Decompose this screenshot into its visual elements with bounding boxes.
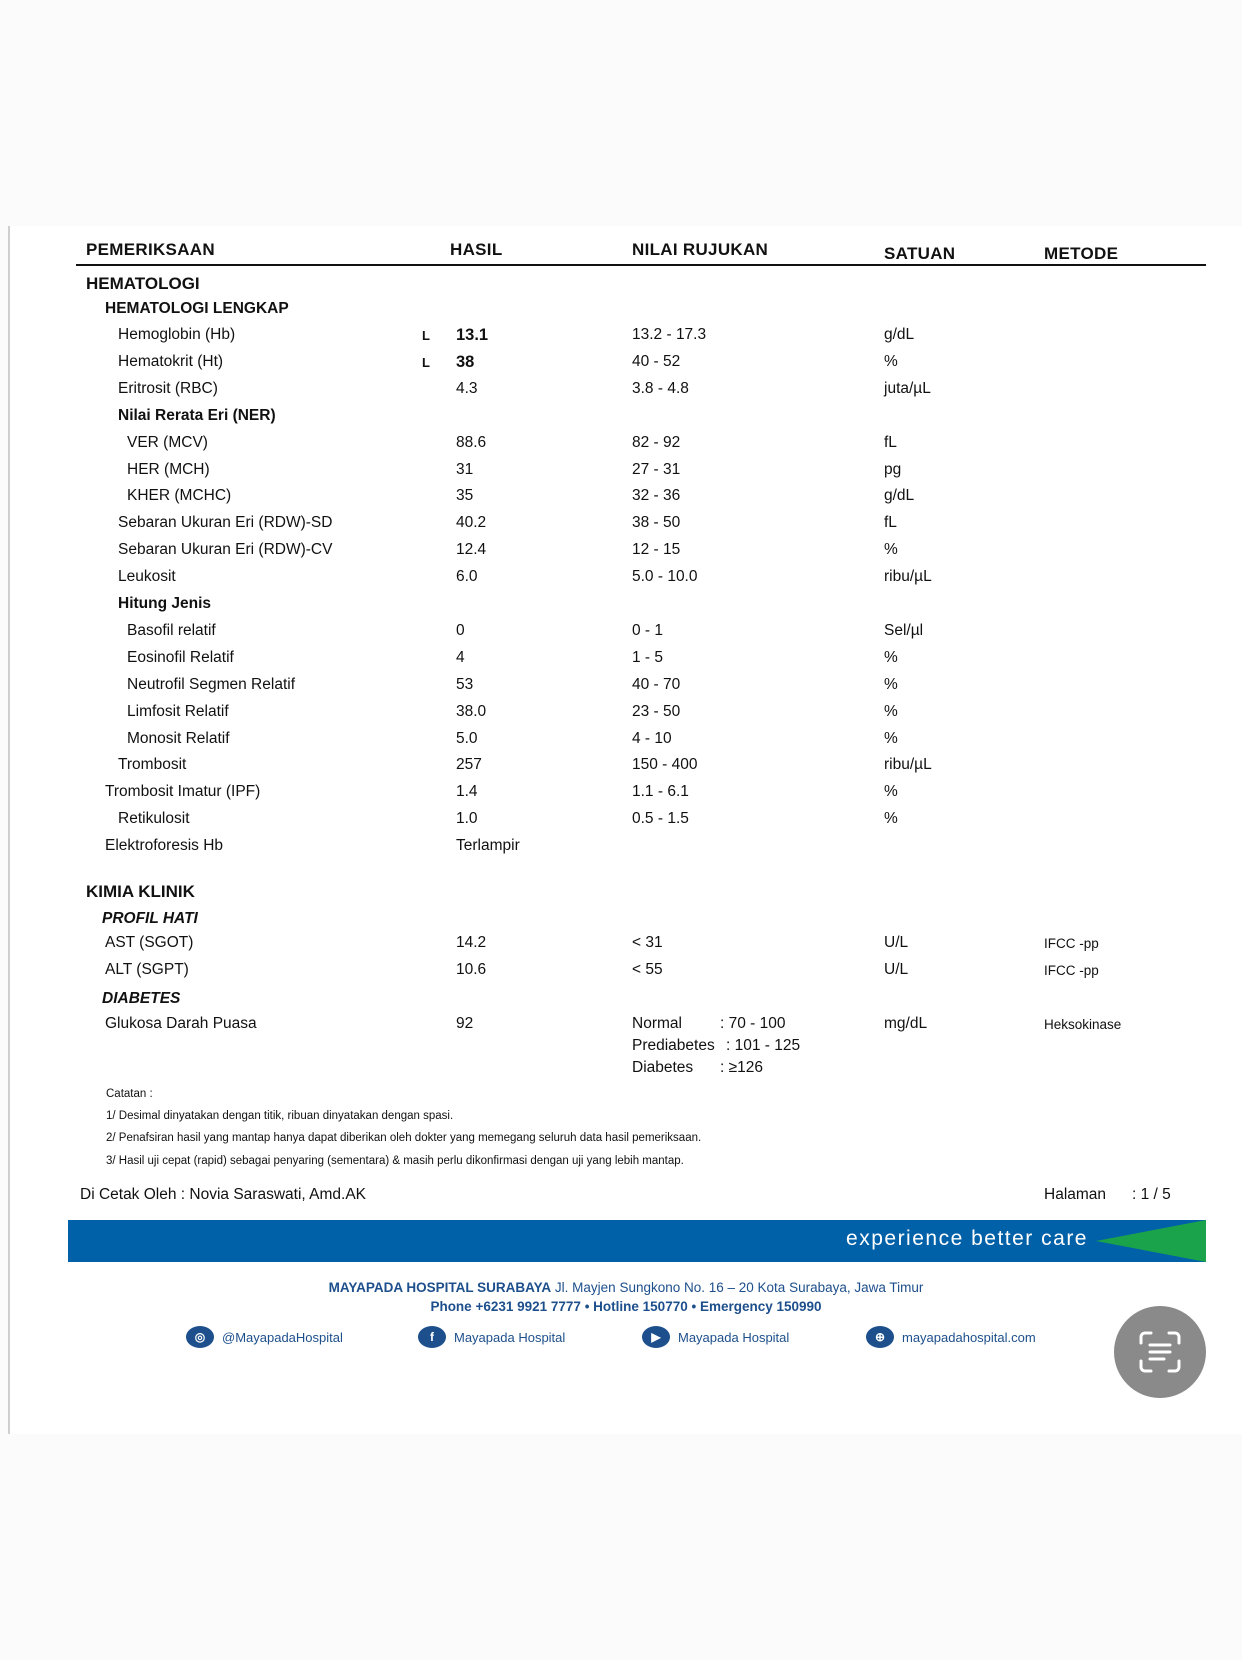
instagram-icon: ◎ xyxy=(186,1326,214,1348)
header-rule xyxy=(76,264,1206,266)
row-unit: U/L xyxy=(884,934,909,951)
row-hasil: 14.2 xyxy=(456,934,487,951)
row-ref: 4 - 10 xyxy=(632,729,672,747)
row-name: VER (MCV) xyxy=(127,433,208,451)
youtube-link[interactable] xyxy=(642,1326,789,1348)
ref-label: Normal xyxy=(632,1015,682,1032)
website-link[interactable] xyxy=(866,1326,1036,1348)
facebook-link[interactable] xyxy=(418,1326,565,1348)
globe-icon: ⊕ xyxy=(866,1326,894,1348)
phone: Phone +6231 9921 7777 xyxy=(430,1299,581,1314)
row-unit: pg xyxy=(884,460,902,478)
row-name: Eosinofil Relatif xyxy=(127,648,234,666)
row-name: Monosit Relatif xyxy=(127,729,230,747)
row-unit: % xyxy=(884,702,898,720)
instagram-handle: @MayapadaHospital xyxy=(222,1329,343,1345)
header-satuan: SATUAN xyxy=(884,244,956,263)
row-ref: 1.1 - 6.1 xyxy=(632,783,689,801)
row-hasil: 88.6 xyxy=(456,433,487,451)
row-unit: % xyxy=(884,810,898,828)
scan-text-button[interactable] xyxy=(1114,1306,1206,1398)
row-name: Eritrosit (RBC) xyxy=(118,379,218,397)
note-line: 2/ Penafsiran hasil yang mantap hanya dapat diberikan oleh dokter yang memegang seluruh data hasil pemeriksaan. xyxy=(106,1132,702,1144)
row-name: Hematokrit (Ht) xyxy=(118,352,224,370)
green-accent xyxy=(1096,1220,1206,1262)
row-ref: < 31 xyxy=(632,934,663,951)
footer-banner xyxy=(68,1220,1206,1262)
row-unit: % xyxy=(884,648,898,666)
note-line: 1/ Desimal dinyatakan dengan titik, ribuan dinyatakan dengan spasi. xyxy=(106,1110,454,1122)
row-hasil: 10.6 xyxy=(456,961,487,978)
row-unit: g/dL xyxy=(884,487,915,505)
row-name: Sebaran Ukuran Eri (RDW)-CV xyxy=(118,541,333,559)
scan-text-icon xyxy=(1137,1329,1183,1375)
row-ref: 40 - 70 xyxy=(632,675,681,693)
ref-label: Diabetes xyxy=(632,1059,694,1076)
row-unit: fL xyxy=(884,514,897,532)
subsection-diabetes: DIABETES xyxy=(102,990,181,1007)
row-name: Basofil relatif xyxy=(127,621,216,639)
facebook-icon: f xyxy=(418,1326,446,1348)
row-ref: 0 - 1 xyxy=(632,621,664,639)
row-name: Hemoglobin (Hb) xyxy=(118,326,236,343)
hotline: Hotline 150770 xyxy=(593,1299,688,1314)
row-ref: 32 - 36 xyxy=(632,487,681,505)
row-name: Trombosit Imatur (IPF) xyxy=(105,783,261,801)
row-name: Leukosit xyxy=(118,568,176,586)
row-hasil: Terlampir xyxy=(456,837,520,855)
row-hasil: 4 xyxy=(456,648,465,666)
row-name: HER (MCH) xyxy=(127,460,210,478)
row-name: ALT (SGPT) xyxy=(105,961,189,978)
ref-label: Prediabetes xyxy=(632,1037,715,1054)
row-ref: 40 - 52 xyxy=(632,352,681,370)
row-hasil: 6.0 xyxy=(456,568,478,586)
row-hasil: 31 xyxy=(456,460,474,478)
row-unit: ribu/µL xyxy=(884,568,932,586)
youtube-icon: ▶ xyxy=(642,1326,670,1348)
row-unit: % xyxy=(884,352,898,370)
row-name: AST (SGOT) xyxy=(105,934,194,951)
section-hematologi: HEMATOLOGI xyxy=(86,274,200,293)
row-flag: L xyxy=(422,328,430,343)
section-kimia-klinik: KIMIA KLINIK xyxy=(86,882,195,901)
halaman-value: : 1 / 5 xyxy=(1132,1186,1171,1203)
ref-value: : 101 - 125 xyxy=(726,1037,801,1054)
row-hasil: 13.1 xyxy=(456,326,489,344)
row-name: KHER (MCHC) xyxy=(127,487,232,505)
youtube-name: Mayapada Hospital xyxy=(678,1329,790,1345)
row-ref: 3.8 - 4.8 xyxy=(632,379,689,397)
row-unit: % xyxy=(884,675,898,693)
row-ref: 12 - 15 xyxy=(632,541,681,559)
row-name: Neutrofil Segmen Relatif xyxy=(127,675,295,693)
halaman-label: Halaman xyxy=(1044,1186,1107,1203)
hospital-address-line xyxy=(10,1280,1242,1295)
website-url: mayapadahospital.com xyxy=(902,1329,1036,1345)
row-unit: Sel/µl xyxy=(884,621,924,639)
note-line: 3/ Hasil uji cepat (rapid) sebagai penyaring (sementara) & masih perlu dikonfirmasi dengan uji yang lebih mantap. xyxy=(106,1155,684,1167)
row-unit: mg/dL xyxy=(884,1015,928,1032)
subsection-hematologi-lengkap: HEMATOLOGI LENGKAP xyxy=(105,300,289,317)
row-hasil: 12.4 xyxy=(456,541,487,559)
row-hasil: 92 xyxy=(456,1015,474,1032)
row-unit: g/dL xyxy=(884,326,915,343)
row-unit: % xyxy=(884,729,898,747)
row-hasil: 4.3 xyxy=(456,379,478,397)
row-metode: Heksokinase xyxy=(1044,1017,1122,1032)
row-unit: ribu/µL xyxy=(884,756,932,774)
subsection-profil-hati: PROFIL HATI xyxy=(102,910,198,927)
printed-by: Di Cetak Oleh : Novia Saraswati, Amd.AK xyxy=(80,1186,367,1203)
row-name: Sebaran Ukuran Eri (RDW)-SD xyxy=(118,514,333,532)
row-unit: % xyxy=(884,541,898,559)
row-ref: 5.0 - 10.0 xyxy=(632,568,698,586)
row-unit: fL xyxy=(884,433,897,451)
header-metode: METODE xyxy=(1044,244,1119,263)
row-hasil: 0 xyxy=(456,621,465,639)
row-name: Retikulosit xyxy=(118,810,190,828)
row-hasil: 38 xyxy=(456,352,475,371)
row-ref: 82 - 92 xyxy=(632,433,681,451)
row-ref: 13.2 - 17.3 xyxy=(632,326,707,343)
row-flag: L xyxy=(422,354,430,370)
row-name: Nilai Rerata Eri (NER) xyxy=(118,406,276,424)
hospital-name: MAYAPADA HOSPITAL SURABAYA xyxy=(328,1280,552,1295)
row-hasil: 38.0 xyxy=(456,702,487,720)
facebook-name: Mayapada Hospital xyxy=(454,1329,566,1345)
ref-value: : ≥126 xyxy=(720,1059,763,1076)
row-hasil: 53 xyxy=(456,675,474,693)
row-unit: % xyxy=(884,783,898,801)
header-hasil: HASIL xyxy=(450,240,503,259)
notes-title: Catatan : xyxy=(106,1088,153,1100)
row-metode: IFCC -pp xyxy=(1044,963,1099,978)
row-name: Hitung Jenis xyxy=(118,595,212,612)
emergency: Emergency 150990 xyxy=(699,1299,822,1314)
row-ref: 0.5 - 1.5 xyxy=(632,810,689,828)
row-ref: 38 - 50 xyxy=(632,514,681,532)
row-hasil: 35 xyxy=(456,487,474,505)
row-name: Limfosit Relatif xyxy=(127,702,229,720)
row-ref: 1 - 5 xyxy=(632,648,664,666)
row-hasil: 1.0 xyxy=(456,810,478,828)
row-ref: < 55 xyxy=(632,961,663,978)
row-name: Glukosa Darah Puasa xyxy=(105,1015,257,1032)
row-name: Elektroforesis Hb xyxy=(105,837,224,855)
instagram-link[interactable] xyxy=(186,1326,343,1348)
row-ref: 150 - 400 xyxy=(632,756,698,774)
ref-value: : 70 - 100 xyxy=(720,1015,786,1032)
row-unit: U/L xyxy=(884,961,909,978)
contact-line: Phone +6231 9921 7777 • Hotline 150770 • Emergency 150990 xyxy=(430,1299,822,1314)
hospital-address: Jl. Mayjen Sungkono No. 16 – 20 Kota Surabaya, Jawa Timur xyxy=(554,1280,924,1295)
row-hasil: 40.2 xyxy=(456,514,487,532)
row-ref: 27 - 31 xyxy=(632,460,681,478)
tagline: experience better care xyxy=(846,1227,1088,1250)
lab-report-page xyxy=(8,226,1242,1434)
row-metode: IFCC -pp xyxy=(1044,936,1099,951)
row-unit: juta/µL xyxy=(884,379,931,397)
row-hasil: 5.0 xyxy=(456,729,478,747)
row-name: Trombosit xyxy=(118,756,187,774)
row-ref: 23 - 50 xyxy=(632,702,681,720)
header-pemeriksaan: PEMERIKSAAN xyxy=(86,240,215,259)
header-nilai-rujukan: NILAI RUJUKAN xyxy=(632,240,769,259)
row-hasil: 1.4 xyxy=(456,783,478,801)
row-hasil: 257 xyxy=(456,756,482,774)
